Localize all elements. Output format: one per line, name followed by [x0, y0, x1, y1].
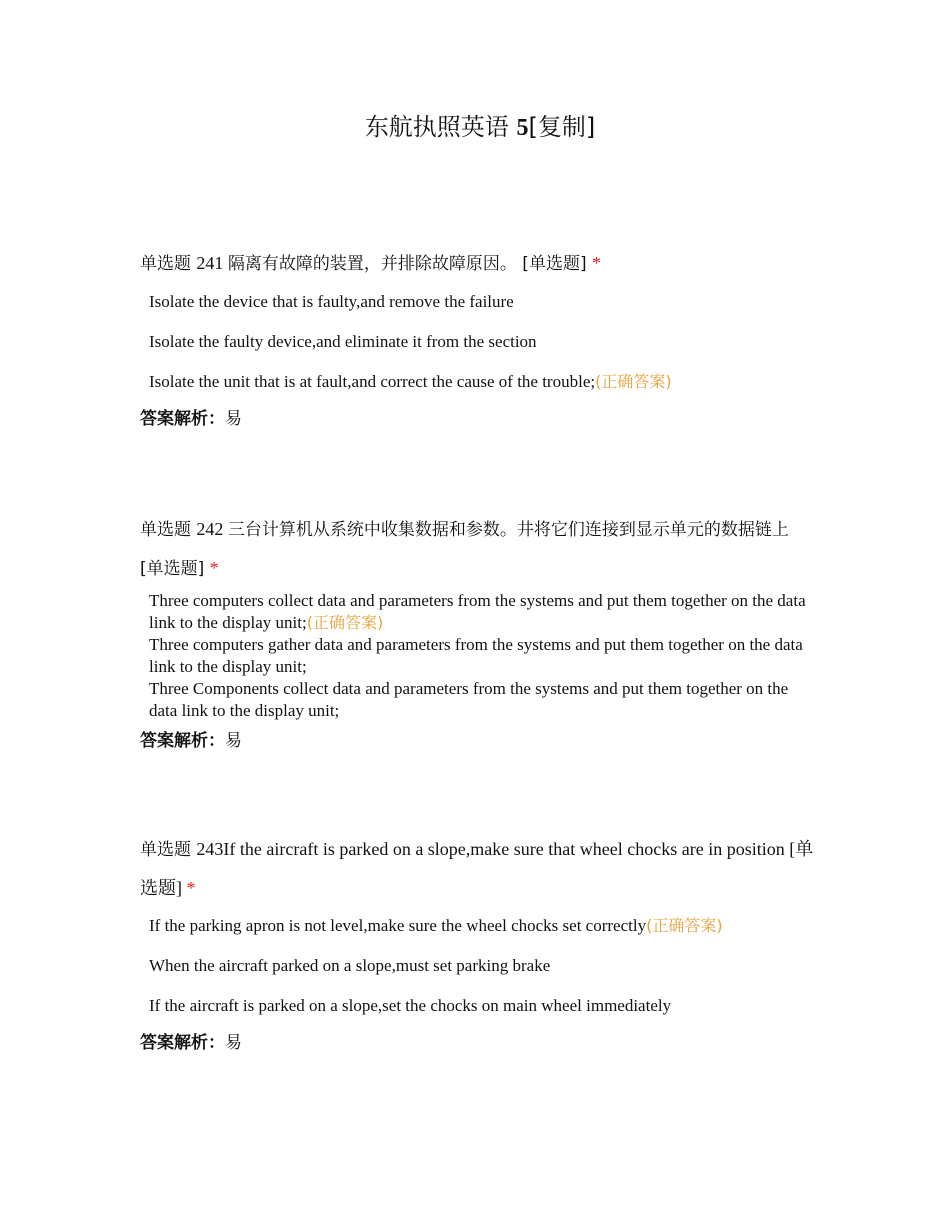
- question-number: 241: [196, 253, 228, 273]
- option-b[interactable]: [149, 955, 815, 977]
- answer-analysis: [140, 1030, 815, 1056]
- question-number: 242: [196, 519, 228, 539]
- option-text: Three computers collect data and parameters from the systems and put them together on the data link to the display unit;: [149, 591, 806, 632]
- question-stem: [140, 510, 815, 588]
- question-text: If the aircraft is parked on a slope,make sure that wheel chocks are in position [单选题]: [140, 839, 814, 898]
- question-241: [140, 244, 815, 432]
- title-number: 5: [516, 115, 529, 141]
- options-list: [140, 915, 815, 1017]
- option-text: If the aircraft is parked on a slope,set the chocks on main wheel immediately: [149, 996, 672, 1015]
- question-stem: [140, 830, 815, 907]
- analysis-value: 易: [225, 409, 242, 429]
- required-marker: *: [591, 253, 601, 273]
- analysis-label: 答案解析：: [140, 731, 225, 751]
- option-text: Isolate the unit that is at fault,and correct the cause of the trouble;: [149, 372, 596, 391]
- question-type: 单选题: [140, 254, 197, 274]
- option-a[interactable]: [149, 915, 815, 937]
- option-text: When the aircraft parked on a slope,must set parking brake: [149, 956, 551, 975]
- required-marker: *: [209, 558, 219, 578]
- question-stem: [140, 244, 815, 283]
- answer-analysis: [140, 406, 815, 432]
- option-b[interactable]: [149, 634, 815, 678]
- question-text: 三台计算机从系统中收集数据和参数。井将它们连接到显示单元的数据链上 [单选题]: [140, 520, 789, 579]
- option-text: Isolate the device that is faulty,and remove the failure: [149, 292, 514, 311]
- question-type: 单选题: [140, 520, 197, 540]
- question-number: 243: [196, 839, 224, 859]
- correct-answer-tag: (正确答案): [306, 613, 384, 632]
- title-suffix: [复制]: [528, 113, 596, 141]
- option-a[interactable]: [149, 590, 815, 634]
- option-a[interactable]: [149, 291, 815, 313]
- option-c[interactable]: [149, 678, 815, 722]
- options-list: [140, 590, 815, 722]
- options-list: [140, 291, 815, 393]
- option-b[interactable]: [149, 331, 815, 353]
- question-243: [140, 830, 815, 1056]
- option-text: Three computers gather data and parameters from the systems and put them together on the data link to the display unit;: [149, 635, 803, 676]
- title-text: 东航执照英语: [364, 113, 517, 141]
- question-text: 隔离有故障的装置，并排除故障原因。 [单选题]: [227, 254, 592, 274]
- question-242: [140, 510, 815, 754]
- option-c[interactable]: [149, 995, 815, 1017]
- analysis-label: 答案解析：: [140, 1033, 225, 1053]
- option-c[interactable]: [149, 371, 815, 393]
- option-text: Three Components collect data and parameters from the systems and put them together on the data link to the display unit;: [149, 679, 789, 720]
- answer-analysis: [140, 728, 815, 754]
- document-title: [0, 110, 950, 145]
- analysis-value: 易: [225, 731, 242, 751]
- correct-answer-tag: (正确答案): [595, 372, 672, 391]
- option-text: If the parking apron is not level,make sure the wheel chocks set correctly: [149, 916, 647, 935]
- analysis-value: 易: [225, 1033, 242, 1053]
- option-text: Isolate the faulty device,and eliminate it from the section: [149, 332, 537, 351]
- required-marker: *: [186, 878, 196, 898]
- correct-answer-tag: (正确答案): [646, 916, 723, 935]
- analysis-label: 答案解析：: [140, 409, 225, 429]
- question-type: 单选题: [140, 840, 197, 860]
